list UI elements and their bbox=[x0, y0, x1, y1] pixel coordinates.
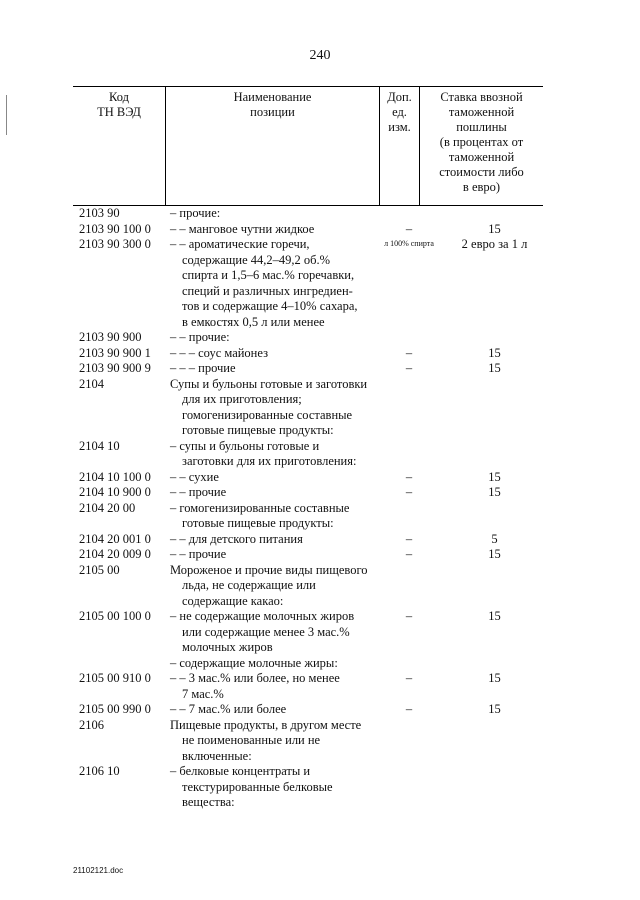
row-code: 2105 00 990 0 bbox=[79, 702, 151, 716]
table-row bbox=[79, 439, 549, 470]
table-row bbox=[79, 330, 549, 346]
row-unit bbox=[378, 656, 440, 672]
row-rate: 15 bbox=[488, 702, 501, 716]
row-rate: 15 bbox=[488, 221, 501, 236]
table-row bbox=[79, 206, 549, 222]
row-code: 2105 00 bbox=[79, 562, 120, 577]
table-row bbox=[79, 377, 549, 439]
header-unit-line: Доп. bbox=[387, 90, 412, 104]
row-unit: л 100% спирта bbox=[384, 239, 434, 248]
row-unit: – bbox=[405, 671, 413, 685]
row-name-line: 7 мас.% bbox=[182, 686, 224, 701]
header-code bbox=[73, 87, 165, 205]
row-unit bbox=[378, 330, 440, 346]
row-unit bbox=[378, 764, 440, 811]
row-name bbox=[170, 609, 378, 656]
row-name-line: заготовки для их приготовления: bbox=[182, 454, 357, 468]
row-name-line: гомогенизированные составные bbox=[182, 407, 353, 422]
row-rate bbox=[440, 764, 549, 811]
row-rate: 15 bbox=[488, 671, 501, 685]
header-rate-line: таможенной bbox=[448, 150, 515, 164]
header-rate-line: в евро) bbox=[462, 180, 501, 194]
row-name-line: – – 3 мас.% или более, но менее bbox=[170, 671, 340, 685]
row-name bbox=[170, 501, 378, 532]
row-code: 2105 00 910 0 bbox=[79, 671, 151, 685]
row-rate bbox=[440, 718, 549, 765]
row-code: 2104 10 100 0 bbox=[79, 469, 151, 484]
row-name-line: – не содержащие молочных жиров bbox=[170, 609, 355, 623]
row-unit bbox=[378, 718, 440, 765]
table-header bbox=[73, 86, 543, 206]
row-rate: 15 bbox=[488, 469, 501, 484]
row-code: 2104 20 00 bbox=[79, 500, 136, 515]
row-name-line: спирта и 1,5–6 мас.% горечавки, bbox=[182, 268, 355, 282]
row-code: 2103 90 900 9 bbox=[79, 361, 151, 375]
table-row bbox=[79, 346, 549, 362]
row-name bbox=[170, 718, 378, 765]
table-row bbox=[79, 470, 549, 486]
row-rate bbox=[440, 656, 549, 672]
row-name bbox=[170, 764, 378, 811]
header-rate-line: (в процентах от bbox=[439, 135, 524, 149]
header-unit-line: изм. bbox=[388, 120, 411, 134]
row-rate bbox=[440, 206, 549, 222]
table-row bbox=[79, 501, 549, 532]
row-name-line: – – – прочие bbox=[170, 361, 236, 375]
row-name-line: – – 7 мас.% или более bbox=[170, 702, 287, 716]
row-code: 2103 90 100 0 bbox=[79, 221, 151, 236]
row-code bbox=[79, 656, 170, 672]
row-rate: 15 bbox=[488, 361, 501, 375]
row-name-line: молочных жиров bbox=[182, 640, 273, 654]
row-unit bbox=[378, 563, 440, 610]
row-name-line: – – манговое чутни жидкое bbox=[170, 221, 315, 236]
row-name-line: текстурированные белковые bbox=[182, 779, 333, 794]
row-code: 2103 90 300 0 bbox=[79, 237, 151, 251]
row-name-line: Супы и бульоны готовые и заготовки bbox=[170, 376, 368, 391]
table-row bbox=[79, 532, 549, 548]
row-unit: – bbox=[405, 702, 413, 716]
row-name bbox=[170, 702, 378, 718]
table-row bbox=[79, 609, 549, 656]
row-rate: 15 bbox=[488, 609, 501, 623]
row-name-line: – прочие: bbox=[170, 206, 221, 220]
row-name-line: – – ароматические горечи, bbox=[170, 237, 310, 251]
row-name bbox=[170, 547, 378, 563]
table-row bbox=[79, 237, 549, 330]
row-rate bbox=[440, 563, 549, 610]
row-code: 2104 20 001 0 bbox=[79, 531, 151, 546]
header-unit-line: ед. bbox=[392, 105, 407, 119]
row-name-line: тов и содержащие 4–10% сахара, bbox=[182, 299, 358, 313]
row-name bbox=[170, 346, 378, 362]
row-name-line: – – прочие bbox=[170, 547, 227, 561]
row-name bbox=[170, 377, 378, 439]
row-name-line: вещества: bbox=[182, 795, 235, 809]
row-unit: – bbox=[405, 221, 413, 236]
row-name bbox=[170, 470, 378, 486]
row-rate: 15 bbox=[488, 547, 501, 561]
table-row bbox=[79, 563, 549, 610]
row-name bbox=[170, 671, 378, 702]
table-row bbox=[79, 485, 549, 501]
row-name bbox=[170, 330, 378, 346]
row-unit: – bbox=[405, 361, 413, 375]
row-unit: – bbox=[405, 345, 413, 360]
row-rate bbox=[440, 501, 549, 532]
table-body bbox=[79, 206, 549, 811]
row-unit: – bbox=[405, 469, 413, 484]
row-name-line: для их приготовления; bbox=[182, 392, 302, 406]
row-rate bbox=[440, 439, 549, 470]
row-code: 2104 10 bbox=[79, 438, 120, 453]
row-name-line: содержащие 44,2–49,2 об.% bbox=[182, 252, 331, 267]
row-name-line: в емкостях 0,5 л или менее bbox=[182, 314, 325, 329]
row-rate bbox=[440, 377, 549, 439]
row-code: 2104 bbox=[79, 376, 104, 391]
row-name bbox=[170, 439, 378, 470]
row-name-line: льда, не содержащие или bbox=[182, 578, 316, 592]
header-rate-line: Ставка ввозной bbox=[440, 90, 523, 104]
row-rate: 2 евро за 1 л bbox=[461, 237, 528, 251]
row-code: 2105 00 100 0 bbox=[79, 609, 151, 623]
header-name-line: позиции bbox=[250, 105, 295, 119]
table-row bbox=[79, 671, 549, 702]
row-code: 2103 90 900 bbox=[79, 330, 142, 344]
table-row bbox=[79, 361, 549, 377]
row-name bbox=[170, 532, 378, 548]
row-name-line: Пищевые продукты, в другом месте bbox=[170, 717, 362, 732]
table-row bbox=[79, 222, 549, 238]
row-name-line: готовые пищевые продукты: bbox=[182, 423, 334, 437]
row-name-line: – – прочие bbox=[170, 485, 227, 499]
row-name-line: – супы и бульоны готовые и bbox=[170, 438, 320, 453]
row-name-line: – – – соус майонез bbox=[170, 345, 269, 360]
row-unit bbox=[378, 206, 440, 222]
header-rate bbox=[420, 87, 543, 205]
row-unit: – bbox=[405, 485, 413, 499]
table-row bbox=[79, 702, 549, 718]
row-name-line: не поименованные или не bbox=[182, 733, 321, 747]
row-name-line: специй и различных ингредиен- bbox=[182, 283, 353, 298]
row-name-line: включенные: bbox=[182, 748, 252, 763]
table-row bbox=[79, 547, 549, 563]
row-code: 2106 bbox=[79, 717, 104, 732]
row-code: 2103 90 bbox=[79, 206, 120, 220]
row-rate bbox=[440, 330, 549, 346]
row-name bbox=[170, 656, 378, 672]
row-name-line: – гомогенизированные составные bbox=[170, 500, 350, 515]
row-unit bbox=[378, 377, 440, 439]
header-code-line: Код bbox=[109, 90, 129, 104]
row-code: 2103 90 900 1 bbox=[79, 345, 151, 360]
row-unit bbox=[378, 439, 440, 470]
header-unit bbox=[380, 87, 419, 205]
row-code: 2106 10 bbox=[79, 764, 120, 778]
row-name bbox=[170, 563, 378, 610]
margin-mark bbox=[6, 95, 7, 135]
table-row bbox=[79, 718, 549, 765]
row-rate: 15 bbox=[488, 345, 501, 360]
table-row bbox=[79, 656, 549, 672]
table-row bbox=[79, 764, 549, 811]
row-rate: 15 bbox=[488, 485, 501, 499]
row-name-line: – – прочие: bbox=[170, 330, 230, 344]
row-name-line: содержащие какао: bbox=[182, 593, 284, 608]
header-name-line: Наименование bbox=[233, 90, 312, 104]
page-number: 240 bbox=[309, 48, 331, 63]
row-name-line: – белковые концентраты и bbox=[170, 764, 311, 778]
row-rate: 5 bbox=[491, 531, 498, 546]
row-unit: – bbox=[405, 531, 413, 546]
header-code-line: ТН ВЭД bbox=[97, 105, 141, 119]
row-name bbox=[170, 485, 378, 501]
row-name bbox=[170, 222, 378, 238]
header-rate-line: таможенной bbox=[448, 105, 515, 119]
row-name-line: – – сухие bbox=[170, 469, 219, 484]
row-unit bbox=[378, 501, 440, 532]
row-name-line: – – для детского питания bbox=[170, 531, 303, 546]
row-name-line: Мороженое и прочие виды пищевого bbox=[170, 562, 368, 577]
row-code: 2104 20 009 0 bbox=[79, 547, 151, 561]
header-rate-line: пошлины bbox=[456, 120, 507, 134]
header-name bbox=[166, 87, 379, 205]
row-unit: – bbox=[405, 609, 413, 623]
row-name-line: готовые пищевые продукты: bbox=[182, 516, 334, 530]
row-name-line: или содержащие менее 3 мас.% bbox=[182, 624, 350, 639]
row-name-line: – содержащие молочные жиры: bbox=[170, 655, 338, 670]
row-unit: – bbox=[405, 547, 413, 561]
footer-filename: 21102121.doc bbox=[73, 866, 124, 875]
row-name bbox=[170, 237, 378, 330]
row-name bbox=[170, 206, 378, 222]
header-rate-line: стоимости либо bbox=[439, 165, 524, 179]
row-code: 2104 10 900 0 bbox=[79, 485, 151, 499]
row-name bbox=[170, 361, 378, 377]
